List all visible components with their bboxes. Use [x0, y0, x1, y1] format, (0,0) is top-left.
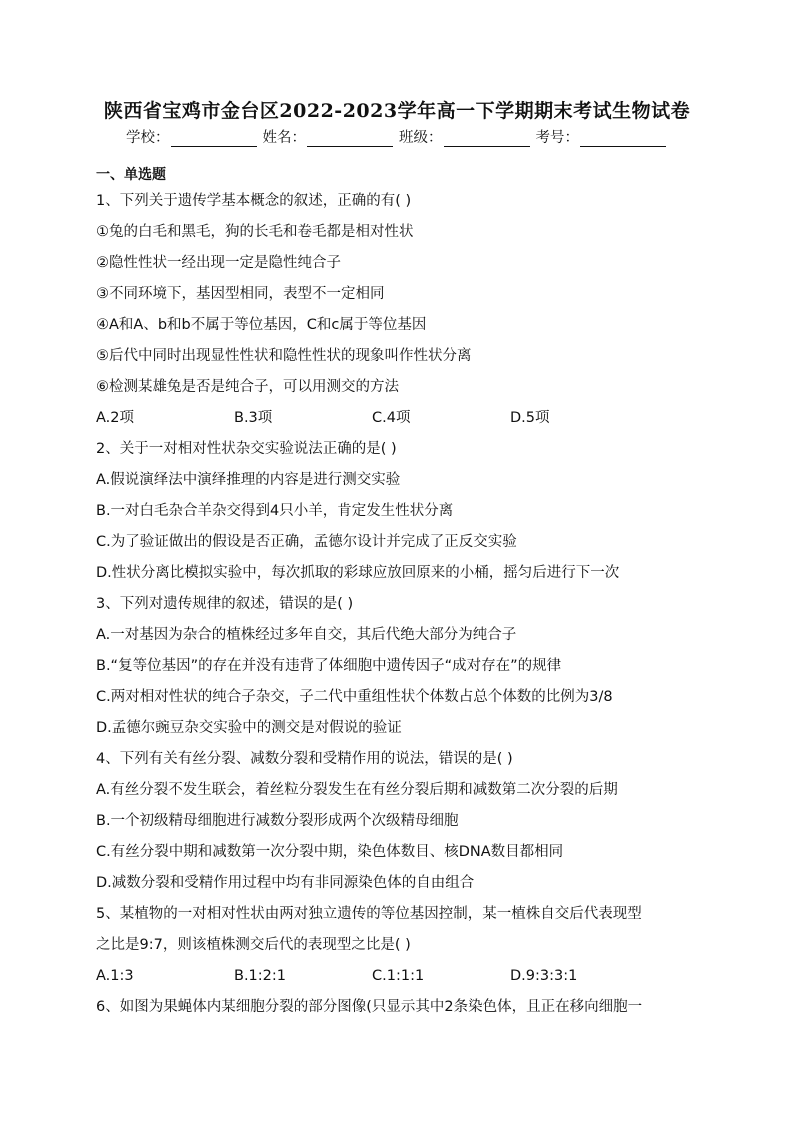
option-line: C.为了验证做出的假设是否正确，孟德尔设计并完成了正反交实验	[96, 534, 517, 550]
statement-line: ②隐性性状一经出现一定是隐性纯合子	[96, 255, 341, 271]
statement-line: ③不同环境下，基因型相同，表型不一定相同	[96, 286, 385, 302]
exam-title: 陕西省宝鸡市金台区2022-2023学年高一下学期期末考试生物试卷	[103, 100, 691, 122]
question-stem: 4、下列有关有丝分裂、减数分裂和受精作用的说法，错误的是( )	[96, 751, 513, 767]
school-label: 学校：	[126, 130, 170, 146]
school-blank	[171, 132, 257, 147]
option-d: D.9:3:3:1	[510, 968, 578, 984]
option-a: A.2项	[96, 410, 134, 426]
option-line: A.假说演绎法中演绎推理的内容是进行测交实验	[96, 472, 401, 488]
option-b: B.1:2:1	[234, 968, 287, 984]
option-line: D.孟德尔豌豆杂交实验中的测交是对假说的验证	[96, 720, 402, 736]
option-line: A.一对基因为杂合的植株经过多年自交，其后代绝大部分为纯合子	[96, 627, 517, 643]
option-line: B.一个初级精母细胞进行减数分裂形成两个次级精母细胞	[96, 813, 459, 829]
class-blank	[444, 132, 530, 147]
answer-options	[96, 961, 706, 992]
statement-line: ④A和A、b和b不属于等位基因，C和c属于等位基因	[96, 317, 427, 333]
option-line: D.性状分离比模拟实验中，每次抓取的彩球应放回原来的小桶，摇匀后进行下一次	[96, 565, 620, 581]
option-line: C.有丝分裂中期和减数第一次分裂中期，染色体数目、核DNA数目都相同	[96, 844, 564, 860]
answer-options	[96, 403, 706, 434]
option-line: B.一对白毛杂合羊杂交得到4只小羊，肯定发生性状分离	[96, 503, 454, 519]
class-field	[399, 126, 532, 147]
student-info-line	[0, 126, 794, 147]
question-4	[96, 744, 706, 899]
question-stem: 5、某植物的一对相对性状由两对独立遗传的等位基因控制，某一植株自交后代表现型	[96, 906, 642, 922]
option-d: D.5项	[510, 410, 550, 426]
name-label: 姓名：	[262, 130, 306, 146]
question-stem-continued: 之比是9:7，则该植株测交后代的表现型之比是( )	[96, 937, 411, 953]
question-2	[96, 434, 706, 589]
name-field	[263, 126, 396, 147]
statement-line: ①兔的白毛和黑毛，狗的长毛和卷毛都是相对性状	[96, 224, 414, 240]
question-5	[96, 899, 706, 992]
option-b: B.3项	[234, 410, 273, 426]
name-blank	[307, 132, 393, 147]
question-1	[96, 186, 706, 434]
option-line: C.两对相对性状的纯合子杂交，子二代中重组性状个体数占总个体数的比例为3/8	[96, 689, 613, 705]
question-stem: 1、下列关于遗传学基本概念的叙述，正确的有( )	[96, 193, 412, 209]
section-title: 一、单选题	[96, 167, 166, 183]
question-stem: 6、如图为果蝇体内某细胞分裂的部分图像(只显示其中2条染色体，且正在移向细胞一	[96, 999, 643, 1015]
option-c: C.1:1:1	[372, 968, 425, 984]
exam-number-label: 考号：	[535, 130, 579, 146]
statement-line: ⑤后代中同时出现显性性状和隐性性状的现象叫作性状分离	[96, 348, 472, 364]
exam-number-field	[536, 126, 669, 147]
option-line: D.减数分裂和受精作用过程中均有非同源染色体的自由组合	[96, 875, 475, 891]
option-line: A.有丝分裂不发生联会，着丝粒分裂发生在有丝分裂后期和减数第二次分裂的后期	[96, 782, 618, 798]
school-field	[126, 126, 259, 147]
question-3	[96, 589, 706, 744]
option-line: B.“复等位基因”的存在并没有违背了体细胞中遗传因子“成对存在”的规律	[96, 658, 562, 674]
question-stem: 2、关于一对相对性状杂交实验说法正确的是( )	[96, 441, 397, 457]
exam-content	[96, 164, 706, 1023]
question-6	[96, 992, 706, 1023]
option-a: A.1:3	[96, 968, 134, 984]
statement-line: ⑥检测某雄兔是否是纯合子，可以用测交的方法	[96, 379, 399, 395]
exam-number-blank	[580, 132, 666, 147]
class-label: 班级：	[399, 130, 443, 146]
option-c: C.4项	[372, 410, 411, 426]
question-stem: 3、下列对遗传规律的叙述，错误的是( )	[96, 596, 354, 612]
